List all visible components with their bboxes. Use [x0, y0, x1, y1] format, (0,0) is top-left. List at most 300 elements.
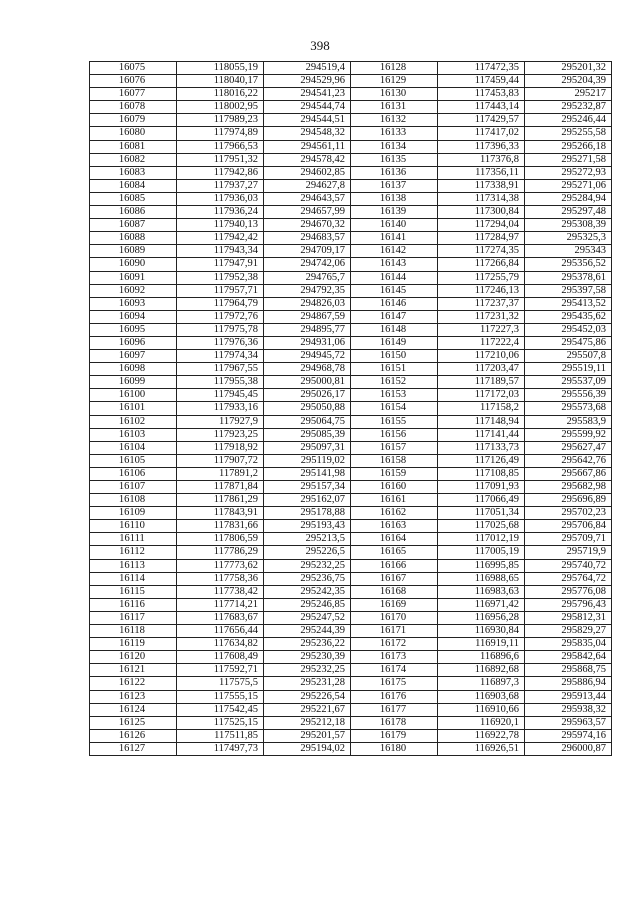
point-number-cell: 16113: [90, 559, 177, 572]
point-number-cell: 16158: [351, 454, 438, 467]
x-coordinate-cell: 117091,93: [438, 481, 525, 494]
table-row: [90, 598, 612, 611]
table-row: [90, 101, 612, 114]
x-coordinate-cell: 116956,28: [438, 611, 525, 624]
point-number-cell: 16118: [90, 625, 177, 638]
y-coordinate-cell: 294765,7: [264, 271, 351, 284]
point-number-cell: 16162: [351, 507, 438, 520]
y-coordinate-cell: 294867,59: [264, 310, 351, 323]
point-number-cell: 16129: [351, 75, 438, 88]
point-number-cell: 16144: [351, 271, 438, 284]
table-row: [90, 638, 612, 651]
y-coordinate-cell: 295507,8: [525, 350, 612, 363]
point-number-cell: 16135: [351, 153, 438, 166]
x-coordinate-cell: 117108,85: [438, 467, 525, 480]
table-row: [90, 127, 612, 140]
point-number-cell: 16160: [351, 481, 438, 494]
x-coordinate-cell: 117634,82: [177, 638, 264, 651]
y-coordinate-cell: 294578,42: [264, 153, 351, 166]
y-coordinate-cell: 295627,47: [525, 441, 612, 454]
table-row: [90, 284, 612, 297]
point-number-cell: 16140: [351, 219, 438, 232]
x-coordinate-cell: 117786,29: [177, 546, 264, 559]
x-coordinate-cell: 117952,38: [177, 271, 264, 284]
y-coordinate-cell: 295842,64: [525, 651, 612, 664]
x-coordinate-cell: 117511,85: [177, 729, 264, 742]
x-coordinate-cell: 117945,45: [177, 389, 264, 402]
table-row: [90, 166, 612, 179]
x-coordinate-cell: 117012,19: [438, 533, 525, 546]
point-number-cell: 16089: [90, 245, 177, 258]
y-coordinate-cell: 295556,39: [525, 389, 612, 402]
y-coordinate-cell: 295573,68: [525, 402, 612, 415]
point-number-cell: 16107: [90, 481, 177, 494]
x-coordinate-cell: 117989,23: [177, 114, 264, 127]
point-number-cell: 16097: [90, 350, 177, 363]
x-coordinate-cell: 116926,51: [438, 742, 525, 755]
table-row: [90, 611, 612, 624]
x-coordinate-cell: 117936,24: [177, 206, 264, 219]
y-coordinate-cell: 295706,84: [525, 520, 612, 533]
x-coordinate-cell: 117210,06: [438, 350, 525, 363]
y-coordinate-cell: 295709,71: [525, 533, 612, 546]
y-coordinate-cell: 295913,44: [525, 690, 612, 703]
y-coordinate-cell: 294657,99: [264, 206, 351, 219]
y-coordinate-cell: 295221,67: [264, 703, 351, 716]
x-coordinate-cell: 117148,94: [438, 415, 525, 428]
y-coordinate-cell: 295583,9: [525, 415, 612, 428]
x-coordinate-cell: 117967,55: [177, 363, 264, 376]
point-number-cell: 16079: [90, 114, 177, 127]
x-coordinate-cell: 117356,11: [438, 166, 525, 179]
x-coordinate-cell: 117525,15: [177, 716, 264, 729]
point-number-cell: 16141: [351, 232, 438, 245]
table-row: [90, 232, 612, 245]
y-coordinate-cell: 295232,87: [525, 101, 612, 114]
x-coordinate-cell: 117871,84: [177, 481, 264, 494]
y-coordinate-cell: 295236,22: [264, 638, 351, 651]
y-coordinate-cell: 295325,3: [525, 232, 612, 245]
x-coordinate-cell: 117555,15: [177, 690, 264, 703]
y-coordinate-cell: 295452,03: [525, 323, 612, 336]
table-row: [90, 716, 612, 729]
point-number-cell: 16082: [90, 153, 177, 166]
y-coordinate-cell: 295667,86: [525, 467, 612, 480]
x-coordinate-cell: 117222,4: [438, 336, 525, 349]
x-coordinate-cell: 117246,13: [438, 284, 525, 297]
x-coordinate-cell: 117773,62: [177, 559, 264, 572]
x-coordinate-cell: 117294,04: [438, 219, 525, 232]
x-coordinate-cell: 117314,38: [438, 192, 525, 205]
point-number-cell: 16155: [351, 415, 438, 428]
point-number-cell: 16086: [90, 206, 177, 219]
x-coordinate-cell: 117972,76: [177, 310, 264, 323]
point-number-cell: 16175: [351, 677, 438, 690]
y-coordinate-cell: 295246,85: [264, 598, 351, 611]
point-number-cell: 16088: [90, 232, 177, 245]
y-coordinate-cell: 295217: [525, 88, 612, 101]
point-number-cell: 16168: [351, 585, 438, 598]
y-coordinate-cell: 295097,31: [264, 441, 351, 454]
y-coordinate-cell: 295974,16: [525, 729, 612, 742]
point-number-cell: 16147: [351, 310, 438, 323]
y-coordinate-cell: 295719,9: [525, 546, 612, 559]
x-coordinate-cell: 117396,33: [438, 140, 525, 153]
table-row: [90, 441, 612, 454]
x-coordinate-cell: 117443,14: [438, 101, 525, 114]
point-number-cell: 16116: [90, 598, 177, 611]
point-number-cell: 16124: [90, 703, 177, 716]
point-number-cell: 16178: [351, 716, 438, 729]
y-coordinate-cell: 294709,17: [264, 245, 351, 258]
point-number-cell: 16138: [351, 192, 438, 205]
y-coordinate-cell: 295157,34: [264, 481, 351, 494]
x-coordinate-cell: 117976,36: [177, 336, 264, 349]
y-coordinate-cell: 295204,39: [525, 75, 612, 88]
point-number-cell: 16126: [90, 729, 177, 742]
x-coordinate-cell: 117497,73: [177, 742, 264, 755]
point-number-cell: 16075: [90, 62, 177, 75]
x-coordinate-cell: 116988,65: [438, 572, 525, 585]
table-row: [90, 546, 612, 559]
y-coordinate-cell: 295435,62: [525, 310, 612, 323]
y-coordinate-cell: 295378,61: [525, 271, 612, 284]
y-coordinate-cell: 295246,44: [525, 114, 612, 127]
table-row: [90, 651, 612, 664]
y-coordinate-cell: 295141,98: [264, 467, 351, 480]
y-coordinate-cell: 295213,5: [264, 533, 351, 546]
point-number-cell: 16100: [90, 389, 177, 402]
point-number-cell: 16096: [90, 336, 177, 349]
table-row: [90, 467, 612, 480]
y-coordinate-cell: 295266,18: [525, 140, 612, 153]
x-coordinate-cell: 117227,3: [438, 323, 525, 336]
point-number-cell: 16091: [90, 271, 177, 284]
x-coordinate-cell: 117429,57: [438, 114, 525, 127]
y-coordinate-cell: 295829,27: [525, 625, 612, 638]
point-number-cell: 16151: [351, 363, 438, 376]
coordinates-table-body: [90, 62, 612, 756]
table-row: [90, 742, 612, 755]
y-coordinate-cell: 295702,23: [525, 507, 612, 520]
x-coordinate-cell: 117459,44: [438, 75, 525, 88]
table-row: [90, 140, 612, 153]
y-coordinate-cell: 295201,32: [525, 62, 612, 75]
table-row: [90, 389, 612, 402]
y-coordinate-cell: 295236,75: [264, 572, 351, 585]
point-number-cell: 16146: [351, 297, 438, 310]
x-coordinate-cell: 118040,17: [177, 75, 264, 88]
x-coordinate-cell: 117806,59: [177, 533, 264, 546]
x-coordinate-cell: 117300,84: [438, 206, 525, 219]
x-coordinate-cell: 116897,3: [438, 677, 525, 690]
table-row: [90, 559, 612, 572]
x-coordinate-cell: 117231,32: [438, 310, 525, 323]
x-coordinate-cell: 117274,35: [438, 245, 525, 258]
y-coordinate-cell: 295682,98: [525, 481, 612, 494]
y-coordinate-cell: 295244,39: [264, 625, 351, 638]
y-coordinate-cell: 295232,25: [264, 664, 351, 677]
table-row: [90, 507, 612, 520]
y-coordinate-cell: 294931,06: [264, 336, 351, 349]
point-number-cell: 16127: [90, 742, 177, 755]
table-row: [90, 428, 612, 441]
y-coordinate-cell: 295868,75: [525, 664, 612, 677]
table-row: [90, 454, 612, 467]
x-coordinate-cell: 117189,57: [438, 376, 525, 389]
point-number-cell: 16078: [90, 101, 177, 114]
table-row: [90, 219, 612, 232]
table-row: [90, 323, 612, 336]
y-coordinate-cell: 295064,75: [264, 415, 351, 428]
x-coordinate-cell: 117714,21: [177, 598, 264, 611]
x-coordinate-cell: 117472,35: [438, 62, 525, 75]
point-number-cell: 16149: [351, 336, 438, 349]
y-coordinate-cell: 295519,11: [525, 363, 612, 376]
x-coordinate-cell: 117966,53: [177, 140, 264, 153]
y-coordinate-cell: 295242,35: [264, 585, 351, 598]
table-row: [90, 179, 612, 192]
x-coordinate-cell: 117738,42: [177, 585, 264, 598]
point-number-cell: 16132: [351, 114, 438, 127]
point-number-cell: 16166: [351, 559, 438, 572]
table-row: [90, 258, 612, 271]
x-coordinate-cell: 117907,72: [177, 454, 264, 467]
table-row: [90, 533, 612, 546]
table-row: [90, 664, 612, 677]
point-number-cell: 16122: [90, 677, 177, 690]
table-row: [90, 415, 612, 428]
point-number-cell: 16093: [90, 297, 177, 310]
point-number-cell: 16109: [90, 507, 177, 520]
point-number-cell: 16174: [351, 664, 438, 677]
table-row: [90, 206, 612, 219]
y-coordinate-cell: 295119,02: [264, 454, 351, 467]
point-number-cell: 16172: [351, 638, 438, 651]
x-coordinate-cell: 117937,27: [177, 179, 264, 192]
y-coordinate-cell: 295796,43: [525, 598, 612, 611]
y-coordinate-cell: 295226,54: [264, 690, 351, 703]
y-coordinate-cell: 294742,06: [264, 258, 351, 271]
x-coordinate-cell: 117891,2: [177, 467, 264, 480]
x-coordinate-cell: 117158,2: [438, 402, 525, 415]
point-number-cell: 16167: [351, 572, 438, 585]
point-number-cell: 16177: [351, 703, 438, 716]
table-row: [90, 677, 612, 690]
y-coordinate-cell: 295475,86: [525, 336, 612, 349]
table-row: [90, 271, 612, 284]
y-coordinate-cell: 295247,52: [264, 611, 351, 624]
point-number-cell: 16101: [90, 402, 177, 415]
point-number-cell: 16095: [90, 323, 177, 336]
point-number-cell: 16105: [90, 454, 177, 467]
y-coordinate-cell: 294548,32: [264, 127, 351, 140]
point-number-cell: 16139: [351, 206, 438, 219]
table-row: [90, 585, 612, 598]
y-coordinate-cell: 294529,96: [264, 75, 351, 88]
x-coordinate-cell: 117133,73: [438, 441, 525, 454]
y-coordinate-cell: 295271,06: [525, 179, 612, 192]
y-coordinate-cell: 295740,72: [525, 559, 612, 572]
y-coordinate-cell: 295178,88: [264, 507, 351, 520]
y-coordinate-cell: 294627,8: [264, 179, 351, 192]
point-number-cell: 16150: [351, 350, 438, 363]
table-row: [90, 75, 612, 88]
point-number-cell: 16131: [351, 101, 438, 114]
x-coordinate-cell: 116930,84: [438, 625, 525, 638]
x-coordinate-cell: 117592,71: [177, 664, 264, 677]
x-coordinate-cell: 117951,32: [177, 153, 264, 166]
point-number-cell: 16154: [351, 402, 438, 415]
table-row: [90, 88, 612, 101]
x-coordinate-cell: 117066,49: [438, 494, 525, 507]
y-coordinate-cell: 295963,57: [525, 716, 612, 729]
point-number-cell: 16159: [351, 467, 438, 480]
x-coordinate-cell: 117974,89: [177, 127, 264, 140]
x-coordinate-cell: 117918,92: [177, 441, 264, 454]
y-coordinate-cell: 295696,89: [525, 494, 612, 507]
y-coordinate-cell: 295835,04: [525, 638, 612, 651]
x-coordinate-cell: 116910,66: [438, 703, 525, 716]
y-coordinate-cell: 295000,81: [264, 376, 351, 389]
point-number-cell: 16125: [90, 716, 177, 729]
table-row: [90, 245, 612, 258]
table-row: [90, 520, 612, 533]
x-coordinate-cell: 118016,22: [177, 88, 264, 101]
y-coordinate-cell: 295642,76: [525, 454, 612, 467]
point-number-cell: 16161: [351, 494, 438, 507]
x-coordinate-cell: 117255,79: [438, 271, 525, 284]
x-coordinate-cell: 117376,8: [438, 153, 525, 166]
x-coordinate-cell: 117933,16: [177, 402, 264, 415]
x-coordinate-cell: 117947,91: [177, 258, 264, 271]
table-row: [90, 703, 612, 716]
point-number-cell: 16165: [351, 546, 438, 559]
x-coordinate-cell: 117126,49: [438, 454, 525, 467]
point-number-cell: 16143: [351, 258, 438, 271]
point-number-cell: 16173: [351, 651, 438, 664]
y-coordinate-cell: 294544,51: [264, 114, 351, 127]
x-coordinate-cell: 117974,34: [177, 350, 264, 363]
point-number-cell: 16106: [90, 467, 177, 480]
point-number-cell: 16156: [351, 428, 438, 441]
y-coordinate-cell: 295271,58: [525, 153, 612, 166]
point-number-cell: 16123: [90, 690, 177, 703]
x-coordinate-cell: 118055,19: [177, 62, 264, 75]
x-coordinate-cell: 117975,78: [177, 323, 264, 336]
y-coordinate-cell: 295537,09: [525, 376, 612, 389]
point-number-cell: 16102: [90, 415, 177, 428]
point-number-cell: 16163: [351, 520, 438, 533]
point-number-cell: 16142: [351, 245, 438, 258]
x-coordinate-cell: 117964,79: [177, 297, 264, 310]
y-coordinate-cell: 295776,08: [525, 585, 612, 598]
point-number-cell: 16137: [351, 179, 438, 192]
point-number-cell: 16130: [351, 88, 438, 101]
y-coordinate-cell: 295413,52: [525, 297, 612, 310]
table-row: [90, 625, 612, 638]
x-coordinate-cell: 117940,13: [177, 219, 264, 232]
table-row: [90, 494, 612, 507]
table-row: [90, 690, 612, 703]
point-number-cell: 16145: [351, 284, 438, 297]
page-number: 398: [310, 38, 330, 53]
x-coordinate-cell: 117943,34: [177, 245, 264, 258]
y-coordinate-cell: 294895,77: [264, 323, 351, 336]
x-coordinate-cell: 117237,37: [438, 297, 525, 310]
point-number-cell: 16087: [90, 219, 177, 232]
coordinates-table: [89, 61, 612, 756]
y-coordinate-cell: 294945,72: [264, 350, 351, 363]
x-coordinate-cell: 117338,91: [438, 179, 525, 192]
table-row: [90, 363, 612, 376]
y-coordinate-cell: 295812,31: [525, 611, 612, 624]
y-coordinate-cell: 295194,02: [264, 742, 351, 755]
point-number-cell: 16111: [90, 533, 177, 546]
y-coordinate-cell: 295599,92: [525, 428, 612, 441]
x-coordinate-cell: 117957,71: [177, 284, 264, 297]
point-number-cell: 16120: [90, 651, 177, 664]
point-number-cell: 16121: [90, 664, 177, 677]
table-row: [90, 114, 612, 127]
point-number-cell: 16076: [90, 75, 177, 88]
point-number-cell: 16103: [90, 428, 177, 441]
table-row: [90, 481, 612, 494]
point-number-cell: 16180: [351, 742, 438, 755]
x-coordinate-cell: 117575,5: [177, 677, 264, 690]
y-coordinate-cell: 295272,93: [525, 166, 612, 179]
point-number-cell: 16157: [351, 441, 438, 454]
point-number-cell: 16134: [351, 140, 438, 153]
y-coordinate-cell: 294602,85: [264, 166, 351, 179]
y-coordinate-cell: 295356,52: [525, 258, 612, 271]
x-coordinate-cell: 117831,66: [177, 520, 264, 533]
point-number-cell: 16171: [351, 625, 438, 638]
x-coordinate-cell: 117266,84: [438, 258, 525, 271]
point-number-cell: 16077: [90, 88, 177, 101]
point-number-cell: 16179: [351, 729, 438, 742]
y-coordinate-cell: 295201,57: [264, 729, 351, 742]
x-coordinate-cell: 116995,85: [438, 559, 525, 572]
point-number-cell: 16090: [90, 258, 177, 271]
y-coordinate-cell: 295255,58: [525, 127, 612, 140]
point-number-cell: 16092: [90, 284, 177, 297]
point-number-cell: 16094: [90, 310, 177, 323]
y-coordinate-cell: 294519,4: [264, 62, 351, 75]
x-coordinate-cell: 116892,68: [438, 664, 525, 677]
point-number-cell: 16176: [351, 690, 438, 703]
x-coordinate-cell: 117758,36: [177, 572, 264, 585]
table-row: [90, 729, 612, 742]
x-coordinate-cell: 116983,63: [438, 585, 525, 598]
y-coordinate-cell: 295232,25: [264, 559, 351, 572]
x-coordinate-cell: 117417,02: [438, 127, 525, 140]
table-row: [90, 336, 612, 349]
point-number-cell: 16080: [90, 127, 177, 140]
point-number-cell: 16084: [90, 179, 177, 192]
point-number-cell: 16169: [351, 598, 438, 611]
y-coordinate-cell: 294670,32: [264, 219, 351, 232]
x-coordinate-cell: 116922,78: [438, 729, 525, 742]
x-coordinate-cell: 117542,45: [177, 703, 264, 716]
y-coordinate-cell: 295193,43: [264, 520, 351, 533]
x-coordinate-cell: 117843,91: [177, 507, 264, 520]
point-number-cell: 16133: [351, 127, 438, 140]
table-row: [90, 192, 612, 205]
y-coordinate-cell: 295050,88: [264, 402, 351, 415]
table-row: [90, 402, 612, 415]
point-number-cell: 16099: [90, 376, 177, 389]
